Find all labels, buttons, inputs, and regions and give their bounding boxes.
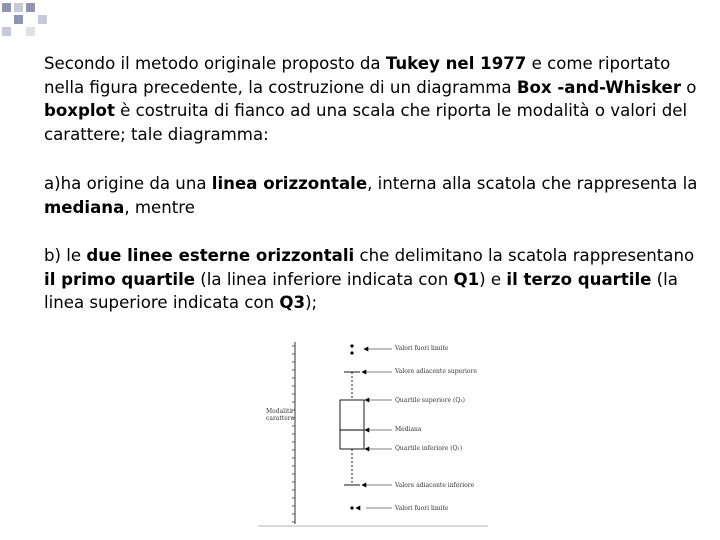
decorative-squares bbox=[0, 0, 60, 40]
text: e come riportato nella figura precedente, la costruzione di un diagramma bbox=[44, 54, 671, 97]
label-q3: Quartile superiore (Q₃) bbox=[395, 397, 466, 404]
label-lower-outliers: Valori fuori limite bbox=[395, 505, 449, 512]
outlier-point bbox=[350, 506, 353, 509]
bold-text: il primo quartile bbox=[44, 269, 196, 289]
paragraph-median bbox=[44, 172, 704, 219]
axis-label-line1: Modalità bbox=[266, 408, 293, 415]
bold-text: Q3 bbox=[279, 293, 306, 312]
deco-square bbox=[26, 27, 35, 36]
deco-square bbox=[38, 15, 47, 24]
bold-text: Box -and-Whisker bbox=[516, 77, 681, 97]
text: (la linea superiore indicata con bbox=[44, 269, 678, 312]
outlier-point bbox=[350, 344, 353, 347]
bold-text: Tukey nel 1977 bbox=[385, 54, 527, 73]
paragraph-quartiles bbox=[44, 244, 704, 315]
text: , mentre bbox=[124, 197, 195, 217]
text: (la linea inferiore indicata con bbox=[195, 269, 454, 289]
axis-label-line2: carattere bbox=[266, 415, 295, 422]
outlier-point bbox=[350, 351, 353, 354]
bold-text: il terzo quartile bbox=[506, 269, 652, 289]
text: ); bbox=[305, 293, 318, 312]
axis-label bbox=[266, 408, 294, 422]
paragraph-method bbox=[44, 52, 704, 146]
text: Secondo il metodo originale proposto da bbox=[44, 54, 386, 73]
text: b) le bbox=[44, 246, 87, 265]
deco-square bbox=[14, 15, 23, 24]
deco-square bbox=[14, 3, 23, 12]
text: o bbox=[681, 77, 697, 97]
bold-text: linea orizzontale bbox=[211, 174, 368, 193]
bold-text: Q1 bbox=[453, 269, 480, 289]
bold-text: due linee esterne orizzontali bbox=[86, 246, 355, 265]
bold-text: mediana bbox=[44, 197, 125, 217]
box bbox=[340, 400, 364, 449]
text: ) e bbox=[479, 269, 507, 289]
label-q1: Quartile inferiore (Q₁) bbox=[395, 445, 463, 452]
deco-square bbox=[26, 3, 35, 12]
deco-square bbox=[2, 27, 11, 36]
deco-square bbox=[2, 3, 11, 12]
label-lower-adjacent: Valore adiacente inferiore bbox=[395, 482, 475, 489]
label-arrows bbox=[356, 347, 392, 510]
boxplot-figure bbox=[258, 336, 498, 536]
text: , interna alla scatola che rappresenta la bbox=[367, 174, 698, 193]
text: che delimitano la scatola rappresentano bbox=[354, 246, 695, 265]
label-median: Mediana bbox=[395, 426, 422, 433]
bold-text: boxplot bbox=[44, 101, 115, 120]
boxplot-diagram bbox=[258, 336, 498, 536]
scale-ticks bbox=[292, 346, 295, 522]
text: è costruita di fianco ad una scala che riporta le modalità o valori del carattere; tale diagramma: bbox=[44, 101, 688, 144]
text: a)ha origine da una bbox=[44, 174, 212, 193]
label-upper-adjacent: Valore adiacente superiore bbox=[395, 368, 477, 375]
label-outliers: Valori fuori limite bbox=[395, 345, 449, 352]
